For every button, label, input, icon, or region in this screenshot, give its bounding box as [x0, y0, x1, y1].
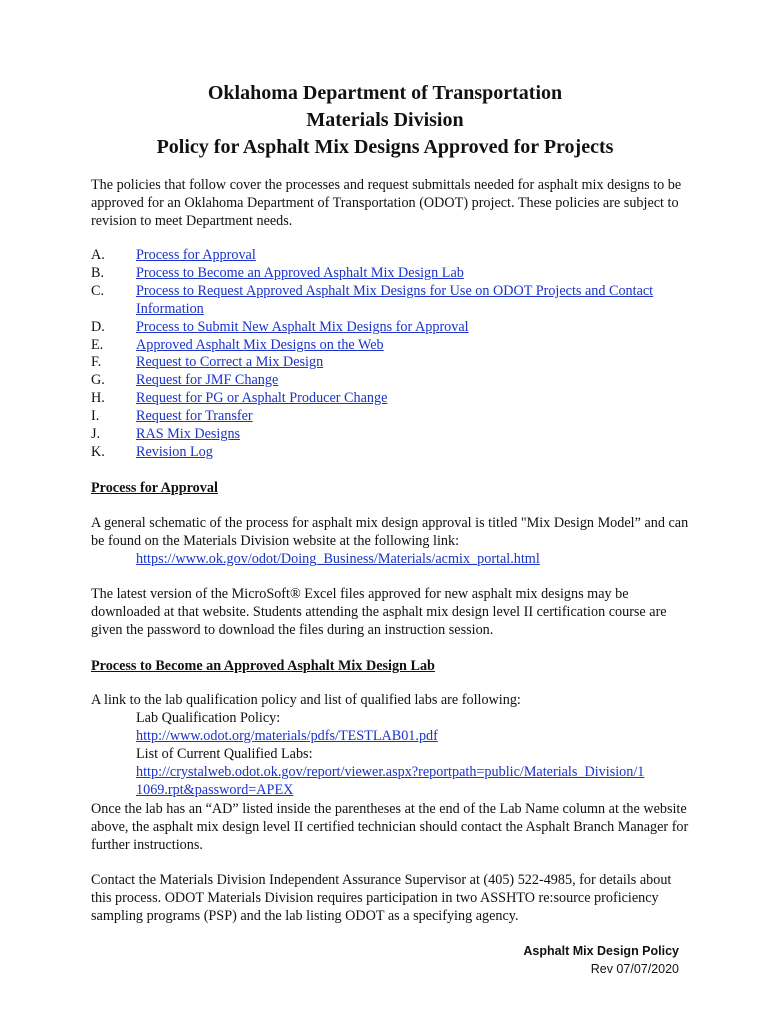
- approval-paragraph-1: [91, 515, 691, 569]
- toc-item-d: [91, 319, 691, 337]
- toc-letter: J.: [91, 426, 101, 443]
- mix-portal-link[interactable]: https://www.ok.gov/odot/Doing_Business/Materials/acmix_portal.html: [136, 550, 540, 567]
- toc-item-g: [91, 372, 691, 390]
- approval-paragraph-2: The latest version of the MicroSoft® Excel files approved for new asphalt mix designs may be downloaded at that website. Students attending the asphalt mix design level II certification course are given the password to download the files during an instruction session.: [91, 586, 667, 638]
- lab-intro-text: A link to the lab qualification policy and list of qualified labs are following:: [91, 692, 521, 708]
- lab-policy-link-wrapper: [91, 728, 691, 746]
- lab-list-label: List of Current Qualified Labs:: [136, 745, 313, 762]
- toc-link-request-approved-designs[interactable]: Process to Request Approved Asphalt Mix Designs for Use on ODOT Projects and Contact Information: [136, 282, 654, 317]
- table-of-contents: [91, 247, 691, 462]
- toc-letter: K.: [91, 443, 105, 460]
- lab-paragraph-3: Contact the Materials Division Independent Assurance Supervisor at (405) 522-4985, for details about this process. ODOT Materials Division requires participation in two ASSHTO re:source proficiency sampling programs (PSP) and the lab listing ODOT as a specifying agency.: [91, 872, 672, 924]
- toc-link-submit-new-designs[interactable]: Process to Submit New Asphalt Mix Designs for Approval: [136, 318, 469, 335]
- toc-letter: D.: [91, 318, 105, 335]
- toc-item-h: [91, 390, 691, 408]
- toc-letter: I.: [91, 408, 100, 425]
- section-heading-lab: Process to Become an Approved Asphalt Mix Design Lab: [91, 658, 435, 674]
- toc-item-a: [91, 247, 691, 265]
- document-title: [0, 80, 770, 161]
- toc-link-transfer[interactable]: Request for Transfer: [136, 408, 253, 425]
- toc-link-approved-lab[interactable]: Process to Become an Approved Asphalt Mix Design Lab: [136, 264, 464, 281]
- lab-paragraph-1: [91, 692, 691, 799]
- footer-title: Asphalt Mix Design Policy: [523, 944, 679, 958]
- mix-portal-link-wrapper: [91, 551, 691, 569]
- title-line-1: Oklahoma Department of Transportation: [207, 82, 563, 104]
- toc-item-f: [91, 354, 691, 372]
- toc-letter: H.: [91, 390, 105, 407]
- toc-letter: A.: [91, 247, 105, 263]
- lab-list-link-wrapper: [91, 764, 691, 800]
- toc-item-b: [91, 265, 691, 283]
- toc-link-ras-mix-designs[interactable]: RAS Mix Designs: [136, 426, 241, 443]
- lab-paragraph-2: Once the lab has an “AD” listed inside the parentheses at the end of the Lab Name column at the website above, the asphalt mix design level II certified technician should contact the Asphalt Branch Manager for further instructions.: [91, 801, 689, 853]
- section-heading-approval: Process for Approval: [91, 480, 218, 496]
- title-line-3: Policy for Asphalt Mix Designs Approved for Projects: [156, 136, 614, 158]
- toc-link-pg-producer-change[interactable]: Request for PG or Asphalt Producer Change: [136, 390, 388, 407]
- page-footer: [523, 942, 679, 978]
- toc-link-correct-mix-design[interactable]: Request to Correct a Mix Design: [136, 354, 324, 371]
- toc-letter: F.: [91, 354, 102, 371]
- toc-link-process-for-approval[interactable]: Process for Approval: [136, 247, 256, 263]
- lab-list-link-line-1[interactable]: http://crystalweb.odot.ok.gov/report/viewer.aspx?reportpath=public/Materials_Division/1: [136, 763, 645, 780]
- toc-item-c: [91, 283, 691, 319]
- lab-list-link-line-2[interactable]: 1069.rpt&password=APEX: [136, 781, 294, 798]
- toc-item-j: [91, 426, 691, 444]
- lab-policy-label: Lab Qualification Policy:: [136, 709, 281, 726]
- toc-link-revision-log[interactable]: Revision Log: [136, 443, 213, 460]
- footer-revision: Rev 07/07/2020: [590, 962, 679, 976]
- intro-paragraph: The policies that follow cover the processes and request submittals needed for asphalt mix designs to be approved for an Oklahoma Department of Transportation (ODOT) project. These policies are subject to revision to meet Department needs.: [91, 177, 682, 229]
- toc-letter: G.: [91, 372, 105, 389]
- toc-item-e: [91, 337, 691, 355]
- toc-link-jmf-change[interactable]: Request for JMF Change: [136, 372, 279, 389]
- lab-policy-link[interactable]: http://www.odot.org/materials/pdfs/TESTLAB01.pdf: [136, 727, 438, 744]
- toc-letter: B.: [91, 264, 105, 281]
- toc-letter: E.: [91, 336, 104, 353]
- title-line-2: Materials Division: [306, 109, 464, 131]
- toc-item-i: [91, 408, 691, 426]
- toc-letter: C.: [91, 282, 105, 299]
- toc-item-k: [91, 444, 691, 462]
- toc-link-designs-on-web[interactable]: Approved Asphalt Mix Designs on the Web: [136, 336, 384, 353]
- approval-text: A general schematic of the process for asphalt mix design approval is titled "Mix Design Model” and can be found on the Materials Division website at the following link:: [91, 515, 689, 549]
